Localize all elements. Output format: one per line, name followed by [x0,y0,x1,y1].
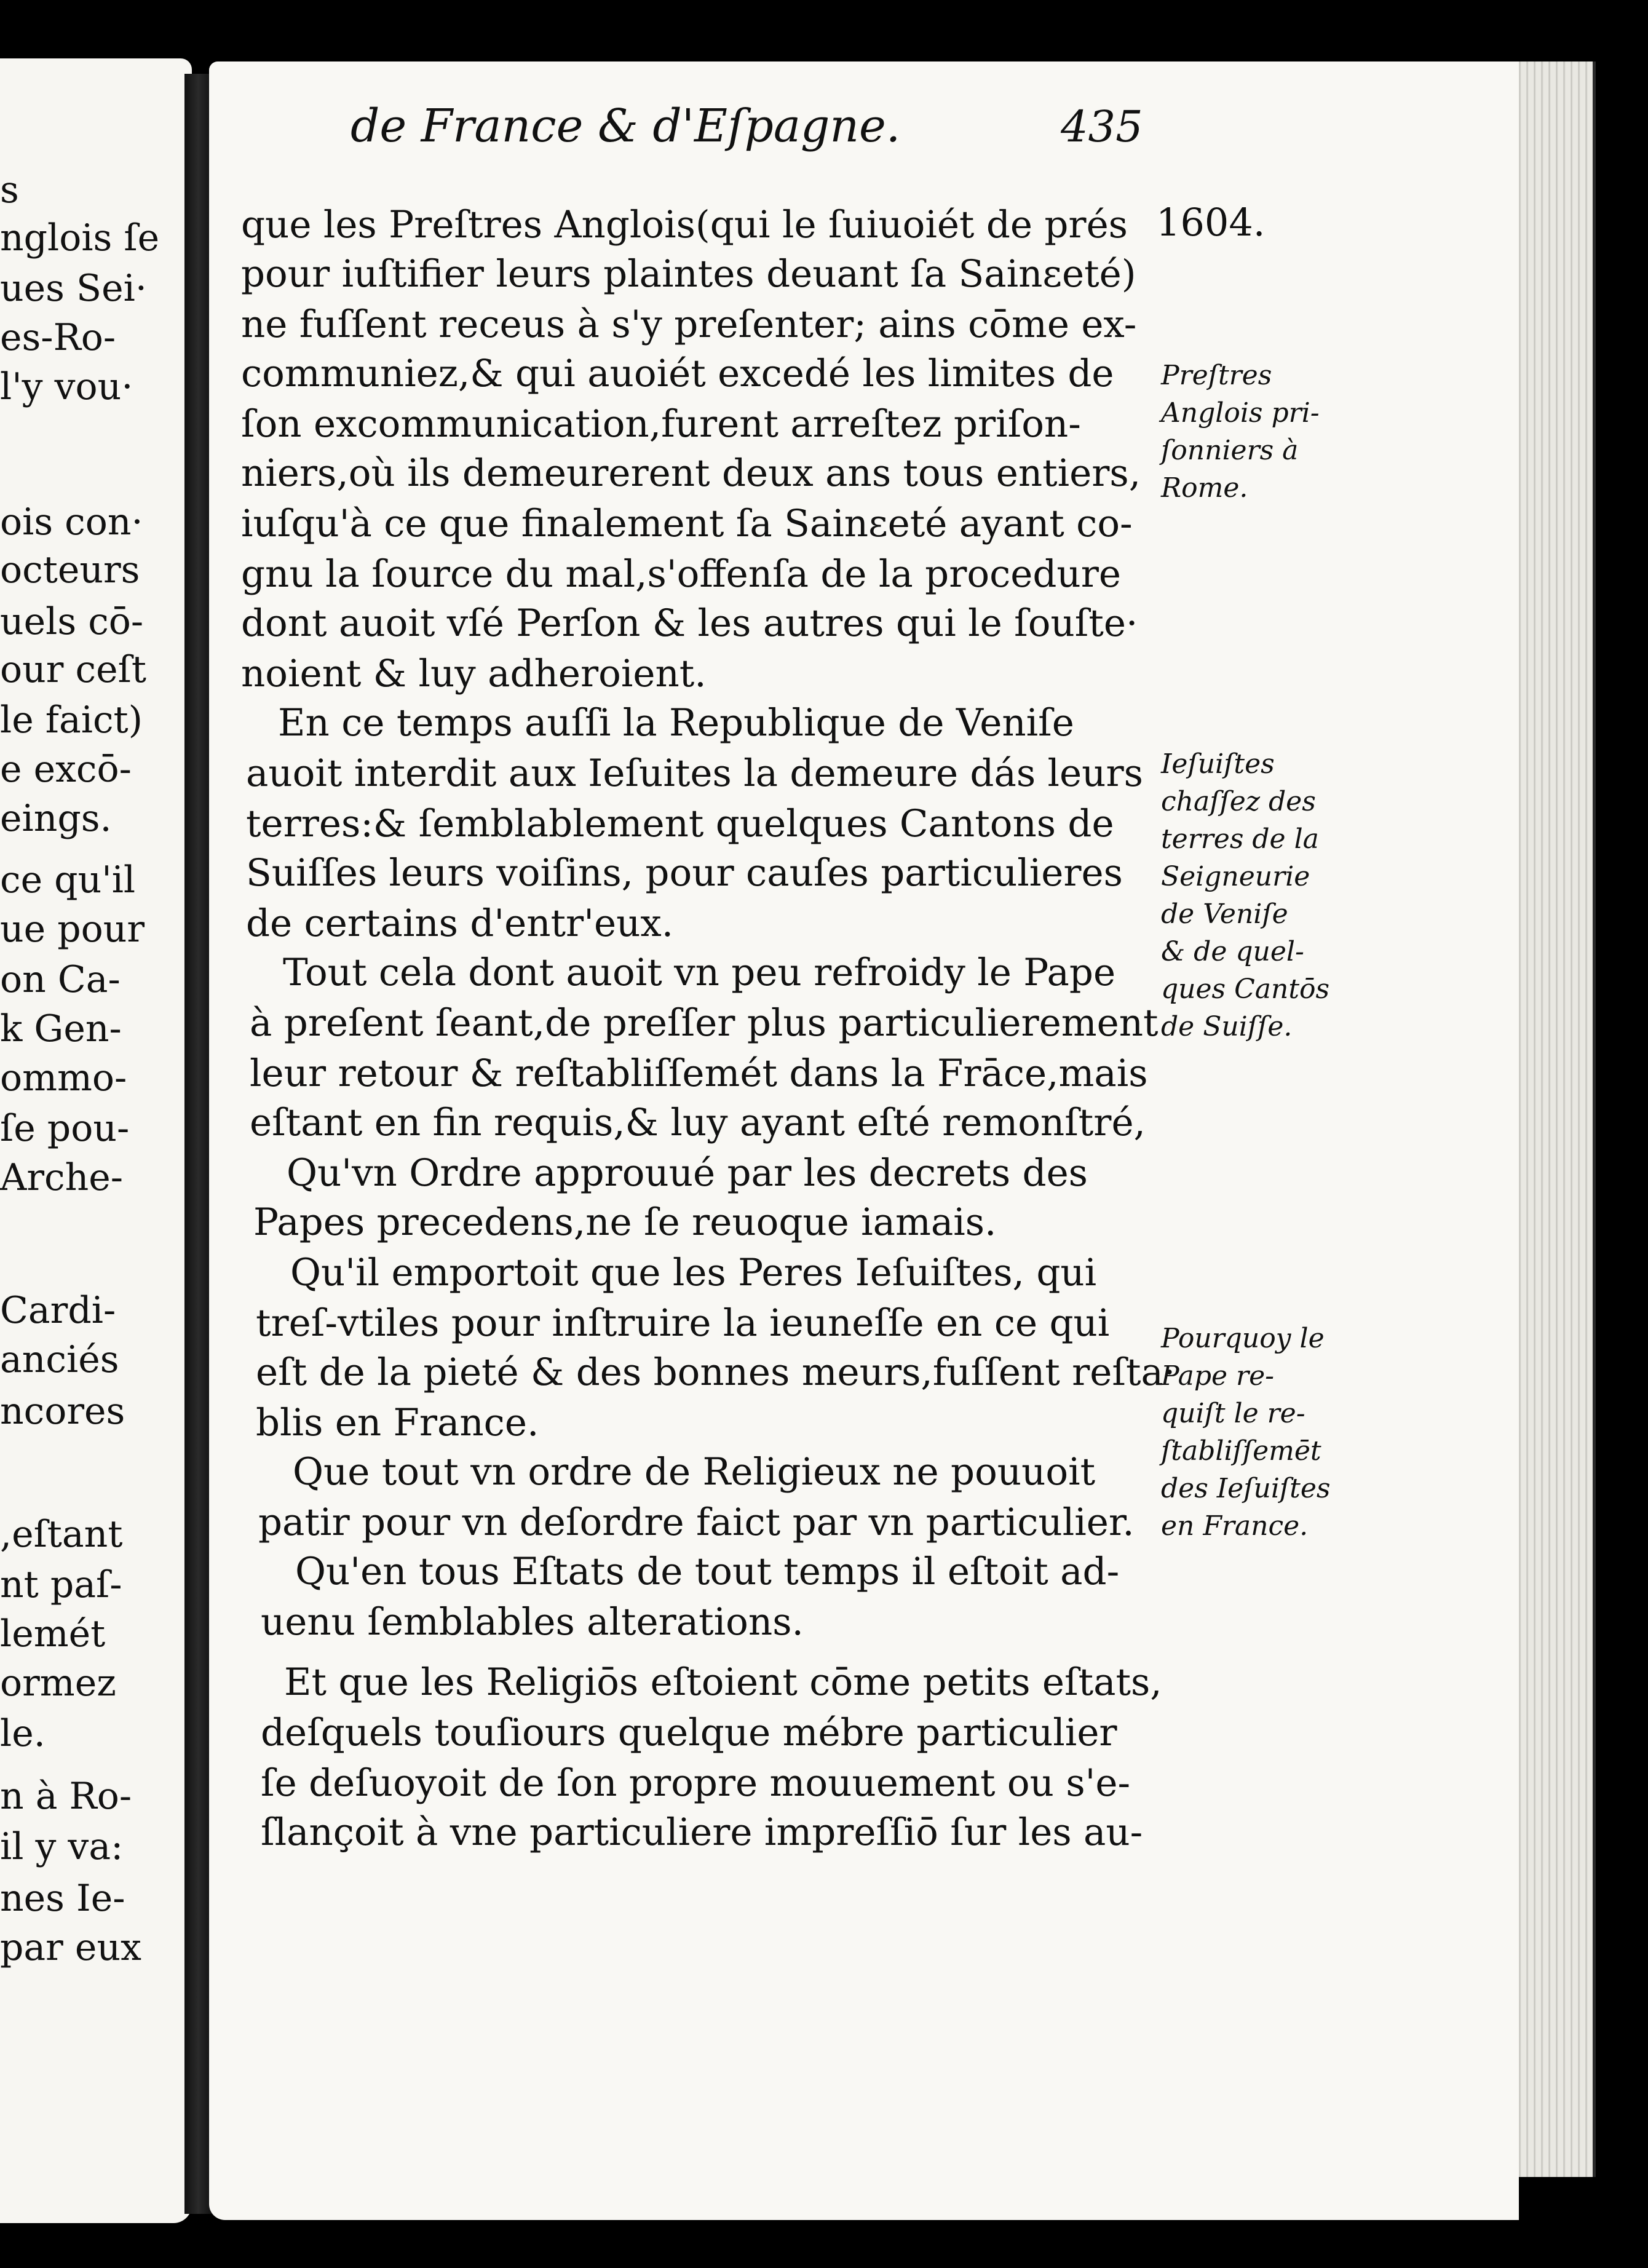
text-line: de certains d'entr'eux. [246,902,674,945]
left-page-line: ncores [0,1390,125,1433]
margin-note-line: quiſt le re- [1161,1398,1305,1429]
margin-note [1161,745,1345,1045]
left-page-line: il y va: [0,1825,124,1868]
margin-note-line: Ieſuiſtes [1161,748,1275,780]
left-page-line: Arche- [0,1156,124,1199]
margin-note-line: Pape re- [1161,1360,1274,1392]
text-line: eſt de la pieté & des bonnes meurs,fuſſent reſta· [256,1350,1176,1394]
text-line: Qu'en tous Eſtats de tout temps il eſtoit ad- [295,1550,1120,1593]
margin-note-line: ſtabliſſemēt [1161,1435,1321,1467]
margin-note [1161,357,1345,507]
margin-note-line: chaſſez des [1161,786,1316,817]
text-line: blis en France. [256,1401,539,1445]
text-line: leur retour & reſtabliſſemét dans la Frāce,mais [250,1052,1148,1095]
text-line: patir pour vn deſordre faict par vn particulier. [258,1501,1135,1544]
left-page-line: octeurs [0,549,140,592]
text-line: communiez,& qui auoiét excedé les limites de [241,352,1114,395]
left-page-line: nes Ie- [0,1877,125,1920]
text-line: En ce temps auſſi la Republique de Veniſe [278,701,1074,745]
text-line: Et que les Religiōs eſtoient cōme petits eſtats, [284,1660,1162,1704]
left-page-line: le faict) [0,699,143,742]
text-line: Qu'il emportoit que les Peres Ieſuiſtes, qui [290,1251,1097,1295]
text-line: deſquels touſiours quelque mébre particulier [261,1711,1117,1755]
text-line: à preſent ſeant,de preſſer plus particulierement [250,1001,1159,1045]
margin-note-line: ſonniers à [1161,435,1299,466]
text-line: auoit interdit aux Ieſuites la demeure dás leurs [246,751,1143,795]
margin-note-line: ques Cantōs [1161,973,1330,1005]
left-page-line: s [0,169,19,212]
left-page-line: ue pour [0,908,145,951]
year-marker: 1604. [1156,200,1266,245]
text-line: Tout cela dont auoit vn peu refroidy le Pape [283,951,1116,994]
left-page-line: our ceſt [0,648,146,691]
left-page-line: Cardi- [0,1289,116,1332]
left-page-line: anciés [0,1338,119,1381]
left-page-line: le. [0,1712,46,1755]
text-line: ſe deſuoyoit de ſon propre mouuement ou s'e- [261,1761,1131,1805]
running-head: de France & d'Eſpagne. [351,100,901,153]
left-page-line: k Gen- [0,1007,122,1050]
left-page-line: ommo- [0,1057,127,1100]
text-line: gnu la ſource du mal,s'offenſa de la procedure [241,552,1121,596]
left-page-line: on Ca- [0,958,121,1001]
text-line: uenu ſemblables alterations. [261,1600,804,1644]
text-line: noient & luy adheroient. [241,652,707,696]
left-page-line: n à Ro- [0,1775,132,1818]
text-line: iuſqu'à ce que finalement ſa Sainɛeté ayant co- [241,502,1133,545]
left-page-line: ois con· [0,501,143,544]
margin-note-line: Rome. [1161,472,1248,504]
left-page-line: par eux [0,1926,141,1969]
margin-note-line: terres de la [1161,823,1319,855]
left-page-line: uels cō- [0,600,144,643]
page-number: 435 [1061,101,1143,152]
margin-note-line: de Veniſe [1161,898,1288,930]
left-page-line: e excō- [0,748,132,791]
margin-note-line: en France. [1161,1510,1309,1542]
margin-note [1161,1320,1345,1545]
text-line: dont auoit vſé Perſon & les autres qui le ſouſte· [241,601,1138,645]
margin-note-line: Seigneurie [1161,861,1310,892]
text-line: niers,où ils demeurerent deux ans tous entiers, [241,451,1141,495]
book-gutter [184,74,212,2214]
margin-note-line: de Suiſſe. [1161,1011,1293,1042]
text-line: treſ-vtiles pour inſtruire la ieuneſſe en ce qui [256,1301,1110,1345]
text-line: ſlançoit à vne particuliere impreſſiō ſur les au- [261,1810,1143,1854]
text-line: ſon excommunication,furent arreſtez priſon- [241,402,1081,446]
left-page-line: ormez [0,1662,116,1705]
margin-note-line: Pourquoy le [1161,1323,1325,1354]
text-line: ne fuſſent receus à s'y preſenter; ains cōme ex- [241,303,1137,346]
left-page-line: ues Sei· [0,267,147,310]
text-line: Papes precedens,ne ſe reuoque iamais. [253,1200,997,1244]
page-edges [1507,61,1596,2177]
left-page-line: ,eſtant [0,1513,123,1556]
text-line: Suiſſes leurs voiſins, pour cauſes particulieres [246,851,1123,895]
text-line: que les Preſtres Anglois(qui le ſuiuoiét de prés [241,203,1128,247]
margin-note-line: Anglois pri- [1161,397,1320,429]
left-page-line: lemét [0,1612,106,1655]
margin-note-line: & de quel- [1161,936,1304,967]
margin-note-line: des Ieſuiſtes [1161,1473,1331,1504]
left-page-line: es-Ro- [0,316,116,359]
text-line: Que tout vn ordre de Religieux ne pouuoit [293,1450,1096,1494]
left-page-line: l'y vou· [0,365,133,408]
margin-note-line: Preſtres [1161,360,1272,391]
left-page-line: ſe pou- [0,1107,130,1150]
left-page-line: eings. [0,797,112,840]
left-page-line: nt paſ- [0,1563,122,1606]
text-line: pour iuſtifier leurs plaintes deuant ſa Sainɛeté) [241,252,1136,296]
left-page-line: nglois ſe [0,216,160,260]
text-line: Qu'vn Ordre approuué par les decrets des [287,1151,1088,1195]
text-line: eſtant en fin requis,& luy ayant eſté remonſtré, [250,1101,1146,1144]
text-line: terres:& ſemblablement quelques Cantons de [246,802,1114,846]
left-facing-page [0,58,192,2223]
left-page-line: ce qu'il [0,858,136,902]
